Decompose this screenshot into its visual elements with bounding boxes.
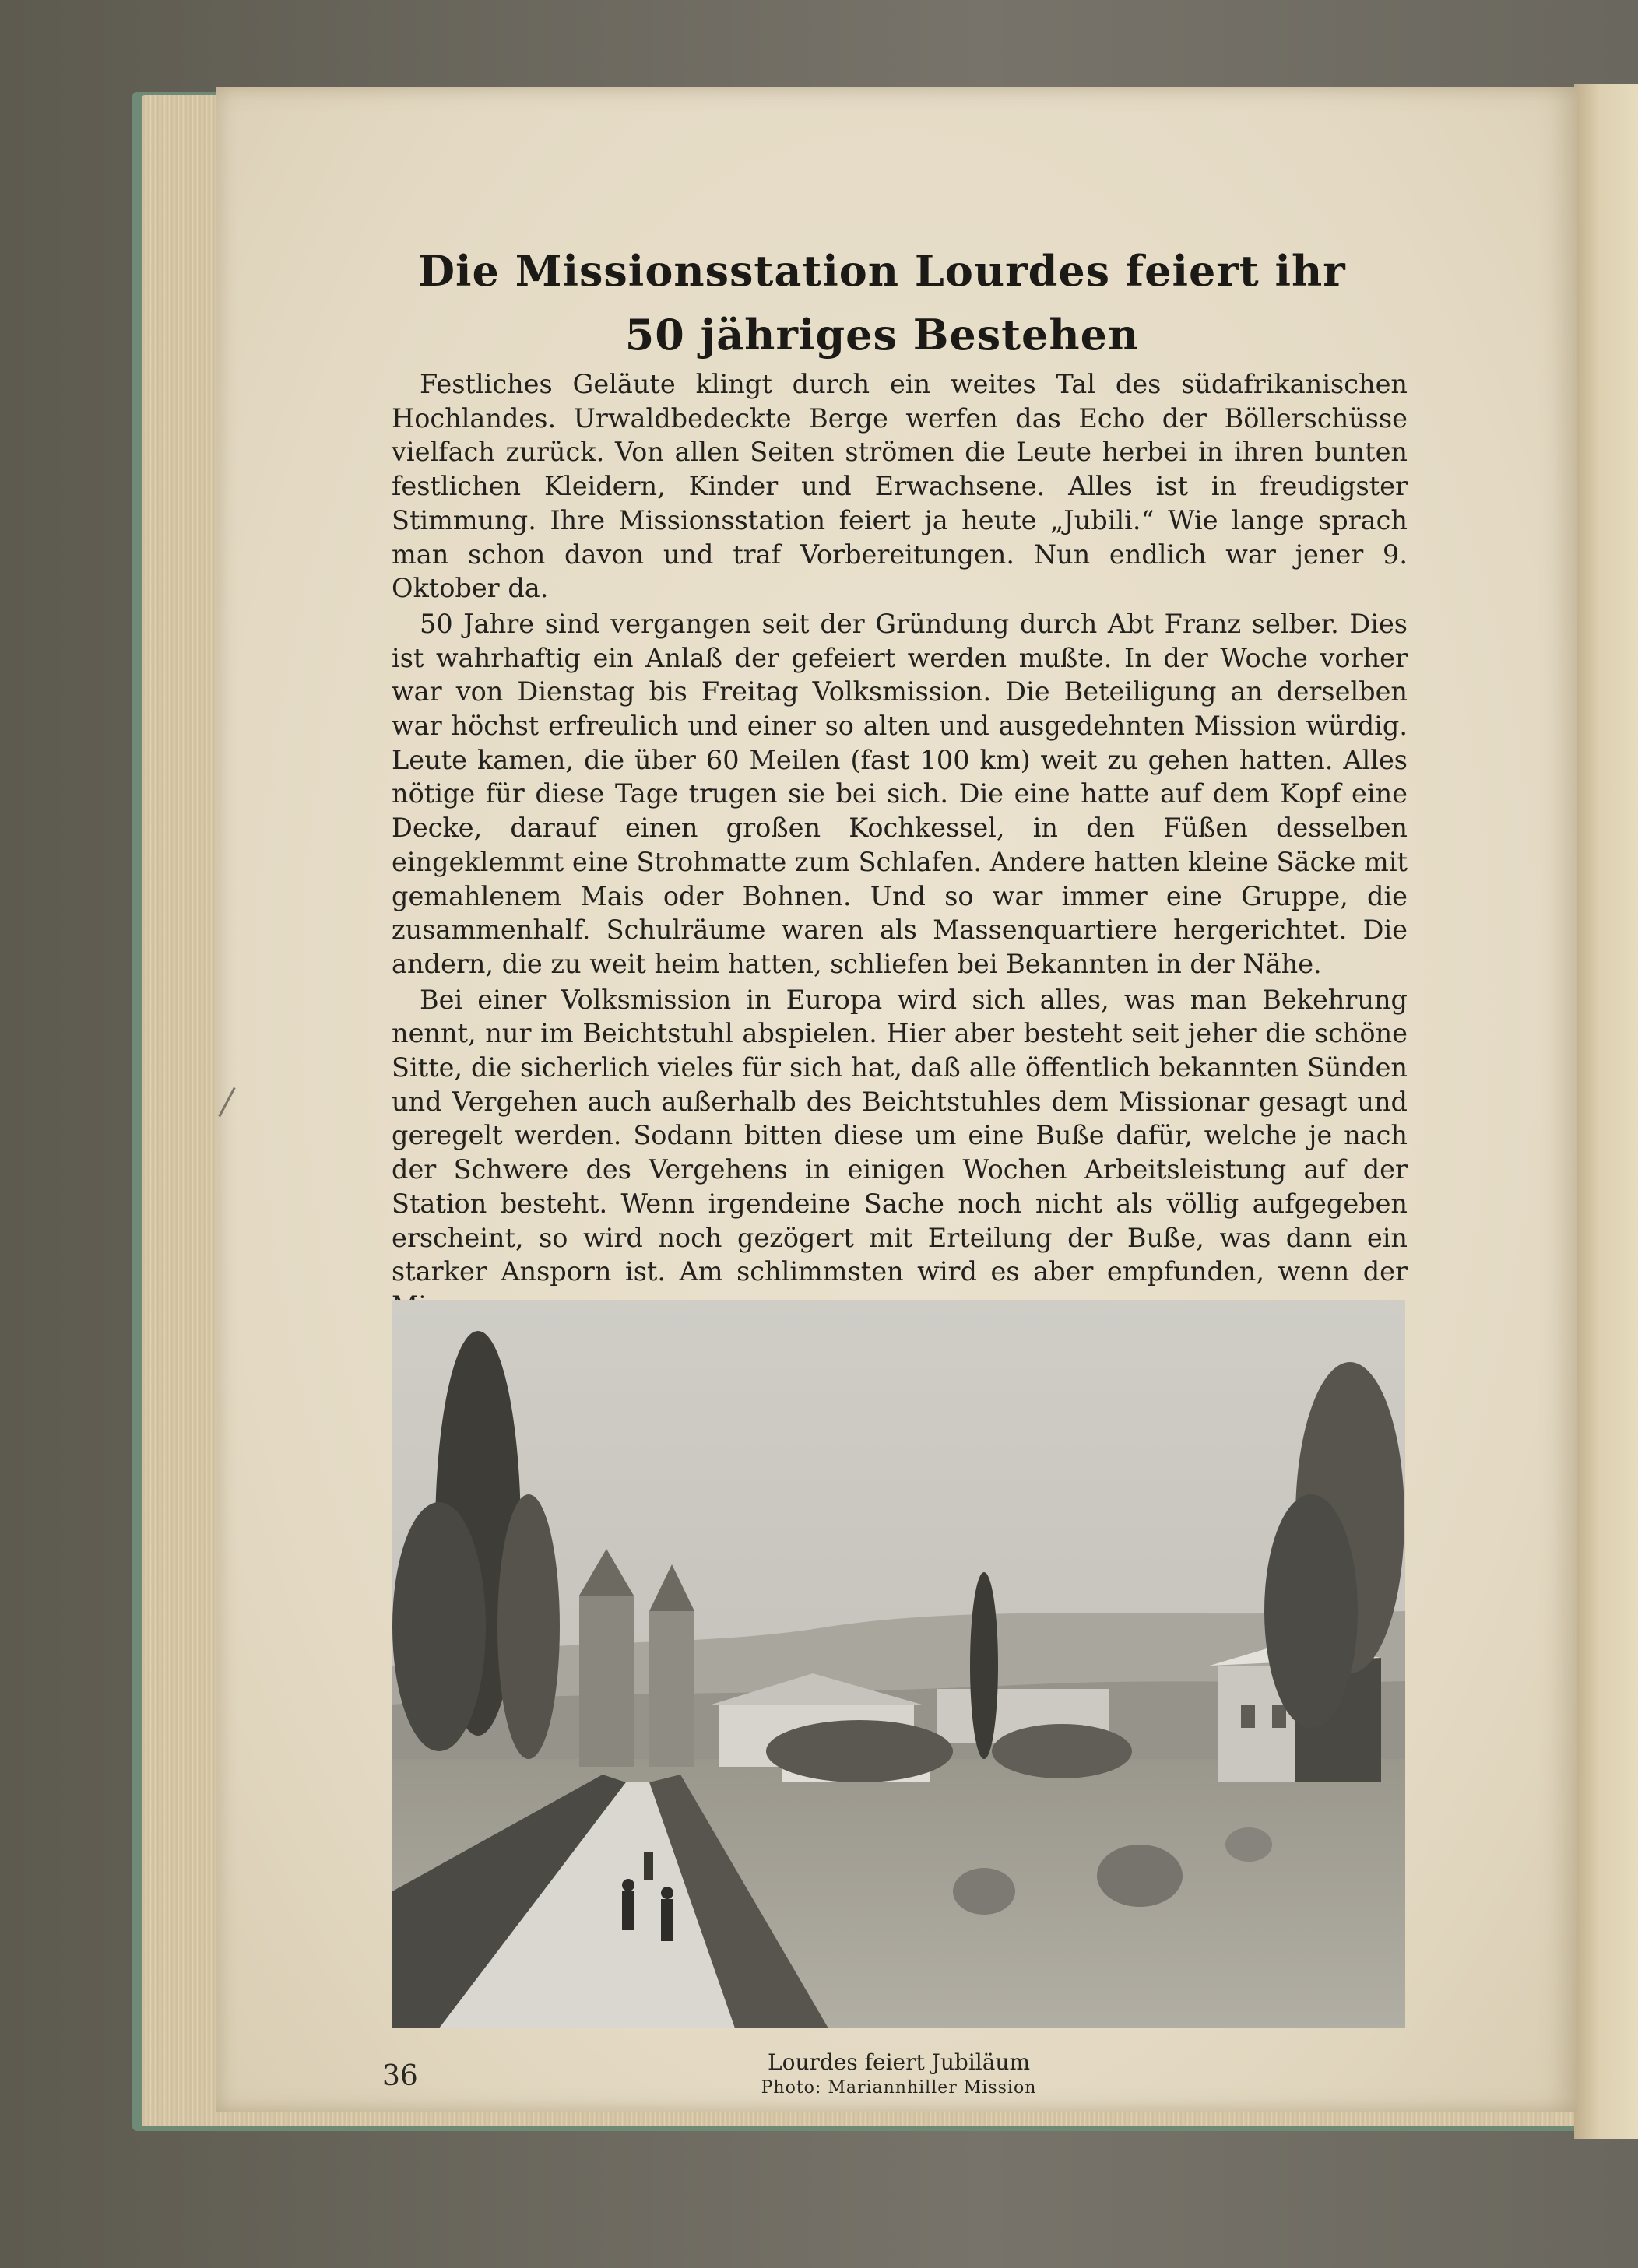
- next-page-edge: [1574, 84, 1638, 2139]
- article-body: [392, 367, 1408, 1325]
- paragraph-3: Bei einer Volksmission in Europa wird sich alles, was man Bekehrung nennt, nur im Beichtstuhl abspielen. Hier aber besteht seit jeher die schöne Sitte, die sicherlich vieles für sich hat, daß alle öffentlich bekannten Sünden und Vergehen auch außerhalb des Beichtstuhles dem Missionar gesagt und geregelt werden. Sodann bitten diese um eine Buße dafür, welche je nach der Schwere des Vergehens in einigen Wochen Arbeitsleistung auf der Station besteht. Wenn irgendeine Sache noch nicht als völlig aufgegeben erscheint, so wird noch gezögert mit Erteilung der Buße, was dann ein starker Ansporn ist. Am schlimmsten wird es aber empfunden, wenn der: [392, 984, 1408, 1287]
- page-number: 36: [382, 2060, 418, 2092]
- article-title: [380, 239, 1384, 367]
- paragraph-2: 50 Jahre sind vergangen seit der Gründung durch Abt Franz selber. Dies ist wahrhaftig ein Anlaß der gefeiert werden mußte. In der Woche vorher war von Dienstag bis Freitag Volksmission. Die Beteiligung an derselben war höchst erfreulich und einer so alten und ausgedehnten Mission würdig. Leute kamen, die über 60 Meilen (fast 100 km) weit zu gehen hatten. Alles nötige für diese Tage trugen sie bei sich. Die eine hatte auf dem Kopf eine Decke, darauf einen großen Kochkessel, in den Füßen desselben eingeklemmt eine Strohmatte zum Schlafen. Andere hatten kleine Säcke mit gemahlenem Mais oder Bohnen. Und so war immer eine Gruppe, die zusammenhalf. Schulräume waren als Massenquartiere hergerichtet. Die andern, die zu weit heim hatten, schliefen bei Bekannten in der Nähe.: [392, 608, 1408, 979]
- book-page: [216, 87, 1577, 2112]
- title-line-2: 50 jähriges Bestehen: [624, 310, 1140, 360]
- photo-credit: Photo: Mariannhiller Mission: [761, 2078, 1037, 2098]
- photo-caption: [392, 2049, 1405, 2100]
- mission-station-photo: [392, 1300, 1405, 2028]
- caption-title: Lourdes feiert Jubiläum: [768, 2049, 1030, 2075]
- photo-illustration: [392, 1300, 1405, 2028]
- title-line-1: Die Missionsstation Lourdes feiert ihr: [418, 246, 1346, 296]
- paragraph-1: Festliches Geläute klingt durch ein weites Tal des südafrikanischen Hochlandes. Urwaldbedeckte Berge werfen das Echo der Böllerschüsse vielfach zurück. Von allen Seiten strömen die Leute herbei in ihren bunten festlichen Kleidern, Kinder und Erwachsene. Alles ist in freudigster Stimmung. Ihre Missionsstation feiert ja heute „Jubili.“ Wie lange sprach man schon davon und traf Vorbereitungen. Nun endlich war jener 9. Oktober da.: [392, 369, 1408, 604]
